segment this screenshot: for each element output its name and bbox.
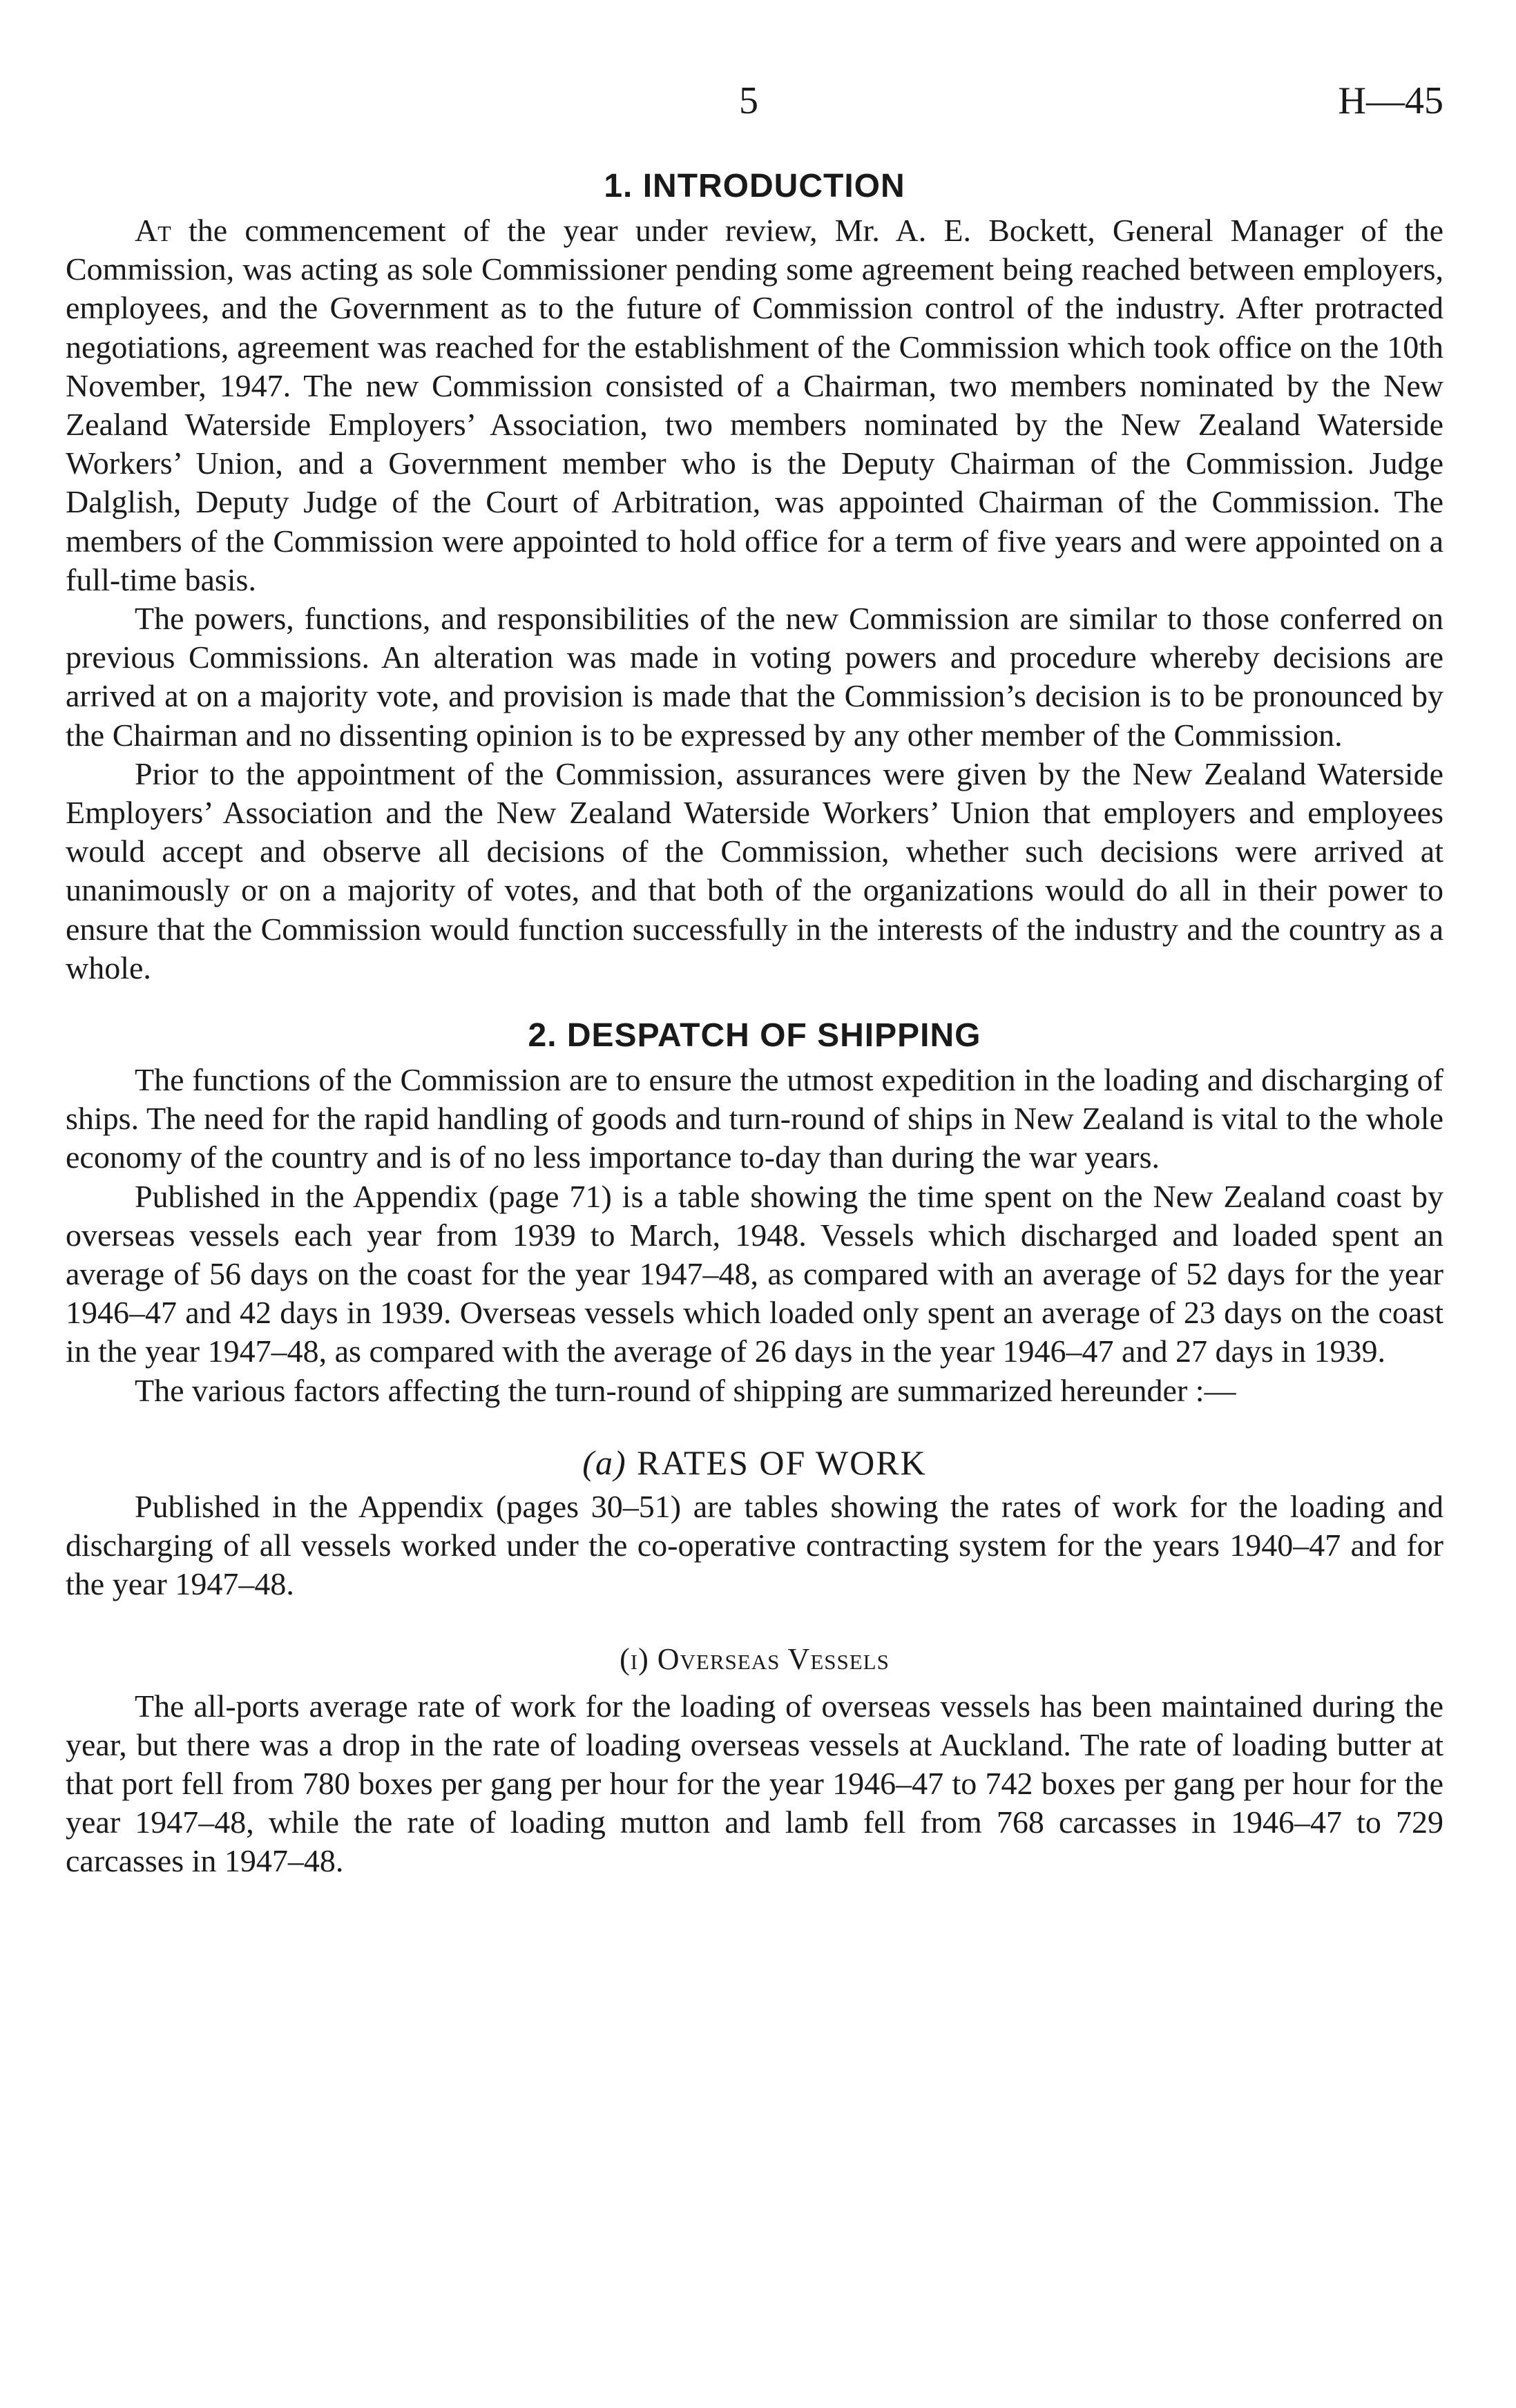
paragraph-despatch-2: Published in the Appendix (page 71) is a table showing the time spent on the New Zealand coast by overseas vessels each year from 1939 to March, 1948. Vessels which discharged and loaded spent an average of 56 days on the coast for the year 1947–48, as compared with an average of 52 days for the year 1946–47 and 42 days in 1939. Overseas vessels which loaded only spent an average of 23 days on the coast in the year 1947–48, as compared with the average of 26 days in the year 1946–47 and 27 days in 1939. xyxy=(66,1178,1443,1369)
paragraph-despatch-3: The various factors affecting the turn-round of shipping are summarized hereunder :— xyxy=(135,1372,1236,1408)
paragraph-introduction-3: Prior to the appointment of the Commission, assurances were given by the New Zealand Waterside Employers’ Association and the New Zealand Waterside Workers’ Union that employers and employees would accept and observe all decisions of the Commission, whether such decisions were arrived at unanimously or on a majority of votes, and that both of the organizations would do all in their power to ensure that the Commission would function successfully in the interests of the industry and the country as a whole. xyxy=(66,755,1443,985)
paragraph-rates-of-work: Published in the Appendix (pages 30–51) are tables showing the rates of work for the loading and discharging of all vessels worked under the co-operative contracting system for the years 1940–47 and for the year 1947–48. xyxy=(66,1488,1443,1602)
sub-heading-rates-of-work xyxy=(66,1442,1443,1483)
section-heading-introduction: 1. INTRODUCTION xyxy=(604,168,905,204)
document-page xyxy=(66,0,1443,1881)
paragraph-overseas-vessels: The all-ports average rate of work for the loading of overseas vessels has been maintained during the year, but there was a drop in the rate of loading overseas vessels at Auckland. The rate of loading butter at that port fell from 780 boxes per gang per hour for the year 1946–47 to 742 boxes per gang per hour for the year 1947–48, while the rate of loading mutton and lamb fell from 768 carcasses in 1946–47 to 729 carcasses in 1947–48. xyxy=(66,1688,1443,1879)
paragraph-despatch-1: The functions of the Commission are to ensure the utmost expedition in the loading and discharging of ships. The need for the rapid handling of goods and turn-round of ships in New Zealand is vital to the whole economy of the country and is of no less importance to-day than during the war years. xyxy=(66,1062,1443,1175)
paragraph-lead-word: At xyxy=(135,213,171,248)
document-reference: H—45 xyxy=(1338,79,1443,122)
paragraph-text: the commencement of the year under review, Mr. A. E. Bockett, General Manager of the Commission, was acting as sole Commissioner pending some agreement being reached between employers, employees, and the Government as to the future of Commission control of the industry. After protracted negotiations, agreement was reached for the establishment of the Commission which took office on the 10th November, 1947. The new Commission consisted of a Chairman, two members nominated by the New Zealand Waterside Employers’ Association, two members nominated by the New Zealand Waterside Workers’ Union, and a Government member who is the Deputy Chairman of the Commission. Judge Dalglish, Deputy Judge of the Court of Arbitration, was appointed Chairman of the Commission. The members of the Commission were appointed to hold office for a term of five years and were appointed on a full-time basis. xyxy=(66,213,1443,597)
sub-heading-overseas-vessels: (i) Overseas Vessels xyxy=(620,1641,890,1676)
page-number: 5 xyxy=(739,79,758,122)
sub-heading-title: RATES OF WORK xyxy=(626,1443,927,1482)
running-header xyxy=(66,0,1443,138)
sub-heading-letter: (a) xyxy=(582,1443,627,1482)
paragraph-introduction-2: The powers, functions, and responsibilities of the new Commission are similar to those conferred on previous Commissions. An alteration was made in voting powers and procedure whereby decisions are arrived at on a majority vote, and provision is made that the Commission’s decision is to be pronounced by the Chairman and no dissenting opinion is to be expressed by any other member of the Commission. xyxy=(66,601,1443,753)
paragraph-introduction-1 xyxy=(66,211,1443,599)
section-heading-despatch-of-shipping: 2. DESPATCH OF SHIPPING xyxy=(528,1017,981,1054)
